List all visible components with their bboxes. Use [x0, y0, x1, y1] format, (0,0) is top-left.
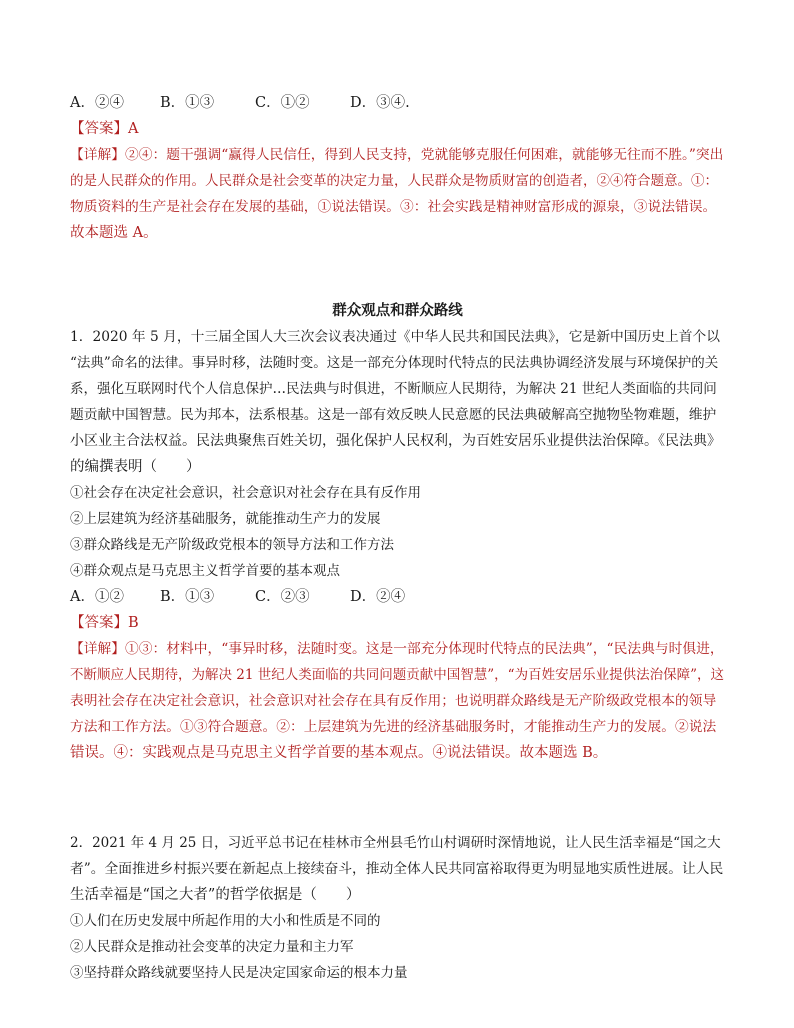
- option-c: C．②③: [255, 589, 310, 605]
- detail-line: 的是人民群众的作用。人民群众是社会变革的决定力量，人民群众是物质财富的创造者，②④符合题意。①：: [70, 173, 718, 189]
- detail-line: 方法和工作方法。①③符合题意。②：上层建筑为先进的经济基础服务时，才能推动生产力的发展。②说法: [70, 719, 717, 735]
- answer-label: 【答案】B: [70, 615, 139, 631]
- answer-label: 【答案】A: [70, 121, 139, 137]
- question-stem-line: “法典”命名的法律。事异时移，法随时变。这是一部充分体现时代特点的民法典协调经济发展与环境保护的关: [70, 355, 719, 371]
- question-2: [70, 830, 725, 986]
- option-c: C．①②: [255, 95, 310, 111]
- option-b: B．①③: [160, 95, 215, 111]
- question-stem-line: 题贡献中国智慧。民为邦本，法系根基。这是一部有效反映人民意愿的民法典破解高空抛物坠物难题，维护: [70, 407, 717, 423]
- choice-item: ③群众路线是无产阶级政党根本的领导方法和工作方法: [70, 537, 394, 553]
- prev-question-options: [70, 90, 440, 116]
- detail-line: 错误。④：实践观点是马克思主义哲学首要的基本观点。④说法错误。故本题选 B。: [70, 745, 608, 761]
- question-stem-line: 的编撰表明（ ）: [70, 459, 201, 475]
- detail-line: 不断顺应人民期待，为解决 21 世纪人类面临的共同问题贡献中国智慧”，“为百姓安居乐业提供法治保障”，这: [70, 667, 724, 683]
- choice-item: ②上层建筑为经济基础服务，就能推动生产力的发展: [70, 511, 381, 527]
- question-stem-line: 小区业主合法权益。民法典聚焦百姓关切，强化保护人民权利，为百姓安居乐业提供法治保障。《民法典》: [70, 433, 721, 449]
- choice-item: ①人们在历史发展中所起作用的大小和性质是不同的: [70, 913, 381, 929]
- choice-item: ③坚持群众路线就要坚持人民是决定国家命运的根本力量: [70, 965, 408, 981]
- question-stem-line: 系，强化互联网时代个人信息保护…民法典与时俱进，不断顺应人民期待，为解决 21 世纪人类面临的共同问: [70, 381, 717, 397]
- question-1: [70, 324, 725, 766]
- choice-item: ②人民群众是推动社会变革的决定力量和主力军: [70, 939, 354, 955]
- option-b: B．①③: [160, 589, 215, 605]
- detail-line: 表明社会存在决定社会意识，社会意识对社会存在具有反作用；也说明群众路线是无产阶级政党根本的领导: [70, 693, 717, 709]
- option-d: D．③④.: [350, 95, 410, 111]
- question-stem-line: 生活幸福是“国之大者”的哲学依据是（ ）: [70, 887, 361, 903]
- choice-item: ①社会存在决定社会意识，社会意识对社会存在具有反作用: [70, 485, 421, 501]
- section-title: 群众观点和群众路线: [332, 302, 463, 319]
- question-stem-line: 2．2021 年 4 月 25 日，习近平总书记在桂林市全州县毛竹山村调研时深情地说，让人民生活幸福是“国之大: [70, 835, 721, 851]
- choice-item: ④群众观点是马克思主义哲学首要的基本观点: [70, 563, 340, 579]
- prev-answer-block: [70, 116, 725, 246]
- detail-line: 【详解】①③：材料中，“事异时移，法随时变。这是一部充分体现时代特点的民法典”，“民法典与时俱进，: [70, 641, 724, 657]
- option-a: A．②④: [70, 95, 124, 111]
- option-a: A．①②: [70, 589, 124, 605]
- detail-line: 故本题选 A。: [70, 225, 158, 241]
- detail-line: 物质资料的生产是社会存在发展的基础，①说法错误。③：社会实践是精神财富形成的源泉，③说法错误。: [70, 199, 717, 215]
- detail-line: 【详解】②④：题干强调“赢得人民信任，得到人民支持，党就能够克服任何困难，就能够无往而不胜。”突出: [70, 147, 724, 163]
- question-stem-line: 者”。全面推进乡村振兴要在新起点上接续奋斗，推动全体人民共同富裕取得更为明显地实质性进展。让人民: [70, 861, 724, 877]
- question-1-options: [70, 584, 725, 610]
- question-stem-line: 1．2020 年 5 月，十三届全国人大三次会议表决通过《中华人民共和国民法典》，它是新中国历史上首个以: [70, 329, 720, 345]
- option-d: D．②④: [350, 589, 406, 605]
